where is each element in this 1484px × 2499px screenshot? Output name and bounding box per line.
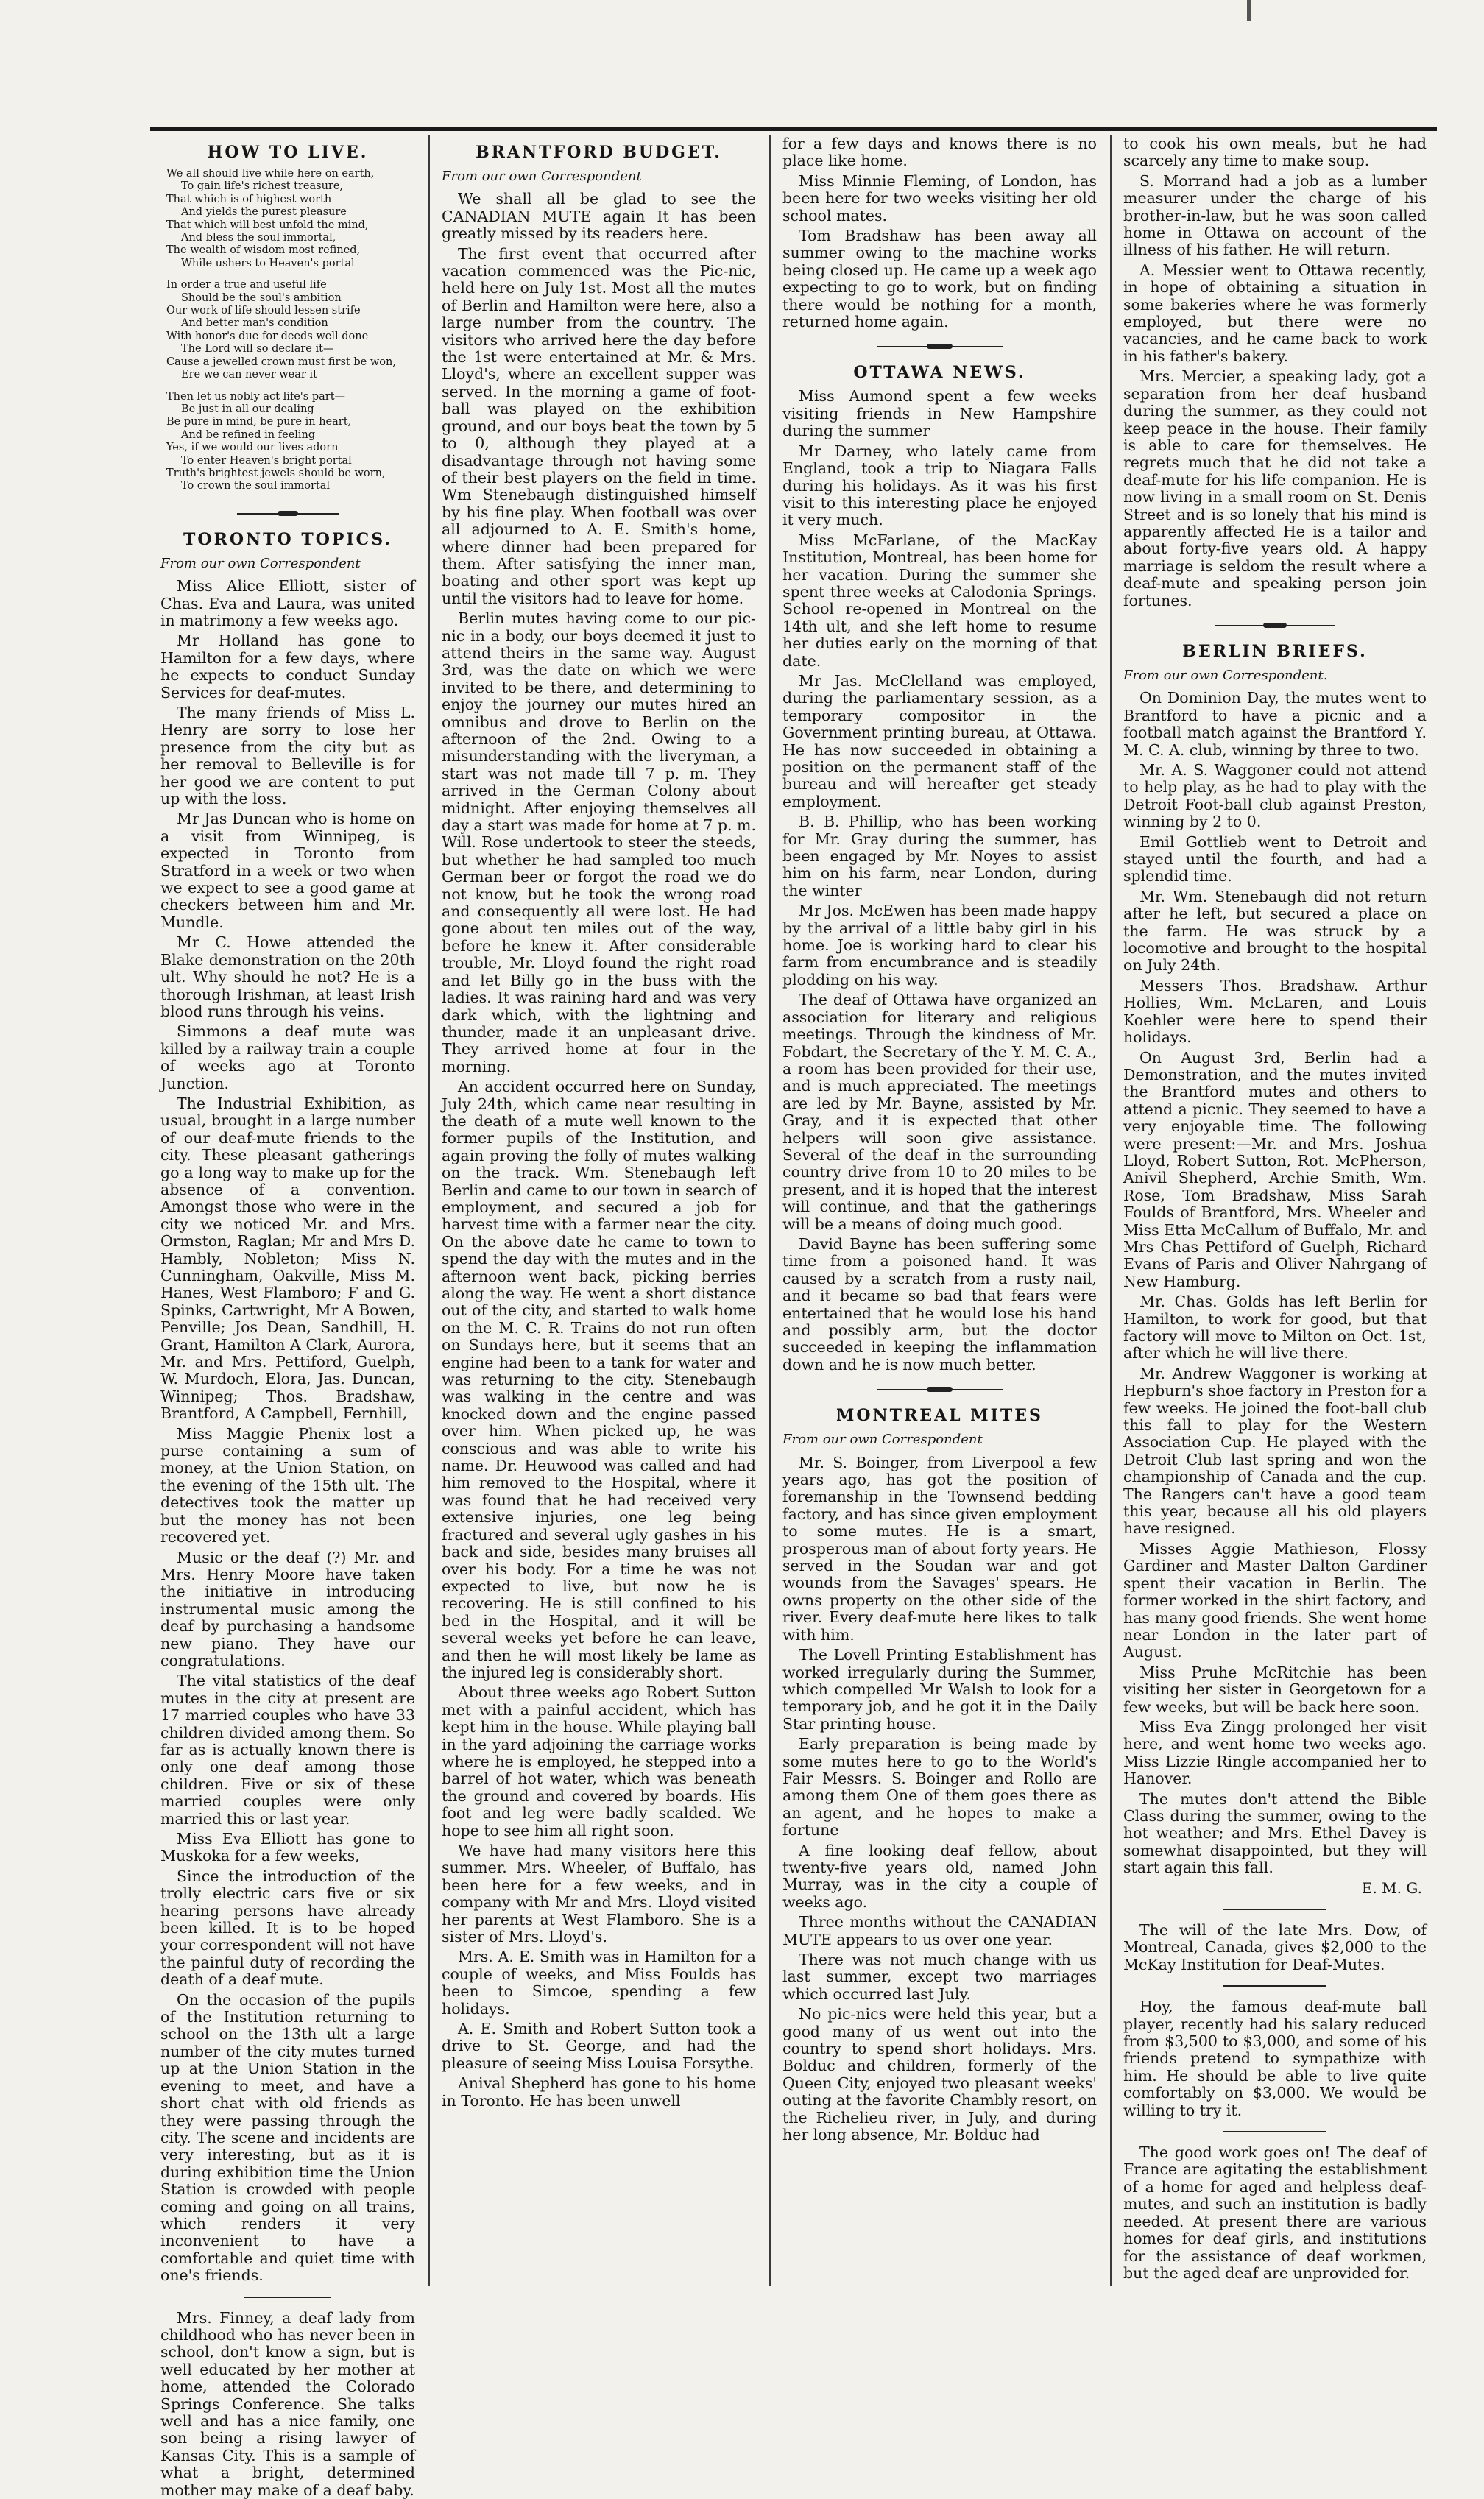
column-rule-3 <box>1110 135 1112 2286</box>
poem-stanza <box>160 279 415 381</box>
poem-line: We all should live while here on earth, <box>166 168 375 180</box>
berlin-title: BERLIN BRIEFS. <box>1182 641 1368 661</box>
berlin-paragraph: Mr. Wm. Stenebaugh did not return after he left, but secured a place on the farm. He was struck by a locomotive and brought to the hospital on July 24th. <box>1123 887 1427 975</box>
poem-line: And better man's condition <box>181 317 328 330</box>
berlin-paragraph: Mr. Chas. Golds has left Berlin for Hamilton, to work for good, but that factory will move to Milton on Oct. 1st, after which he will live there. <box>1123 1293 1427 1362</box>
toronto-paragraph: Music or the deaf (?) Mr. and Mrs. Henry Moore have taken the initiative in introducing instrumental music among the deaf by purchasing a handsome new piano. They have our congratulations. <box>160 1548 415 1669</box>
section-separator <box>160 506 415 521</box>
ottawa-paragraph: Miss Aumond spent a few weeks visiting friends in New Hampshire during the summer <box>782 387 1097 440</box>
poem-line: The Lord will so declare it— <box>181 343 334 356</box>
berlin-signature: E. M. G. <box>1361 1878 1422 1897</box>
poem-line: Should be the soul's ambition <box>181 291 342 304</box>
poem-line: To gain life's richest treasure, <box>181 180 344 193</box>
brantford-continued-paragraph: Miss Minnie Fleming, of London, has been here for two weeks visiting her old school mates. <box>782 172 1097 225</box>
poem-line: To enter Heaven's bright portal <box>181 454 352 467</box>
brantford-paragraph: The first event that occurred after vacation commenced was the Pic-nic, held here on July 1st. Most all the mutes of Berlin and Hamilton were here, also a large number from the country. The visitors who arrived here the day before the 1st were entertained at Mr. & Mrs. Lloyd's, where an excellent supper was served. In the morning a game of foot-ball was played on the exhibition ground, and our boys beat the town by 5 to 0, although they played at a disadvantage through not having some of their best players on the field in time. Wm Stenebaugh distinguished himself by his fine play. When football was over all adjourned to A. E. Smith's home, where dinner had been prepared for them. After satisfying the inner man, boating and other sport was kept up until the visitors had to leave for home. <box>442 244 756 607</box>
montreal-paragraph: No pic-nics were held this year, but a good many of us went out into the country to spend short holidays. Mrs. Bolduc and children, formerly of the Queen City, enjoyed two pleasant weeks' outing at the favorite Chambly resort, on the Richelieu river, in July, and during her long absence, Mr. Bolduc had <box>782 2005 1097 2144</box>
ottawa-paragraph: The deaf of Ottawa have organized an association for literary and religious meetings. Through the kindness of Mr. Fobdart, the Secretary of the Y. M. C. A., a room has been provided for their use, and is much appreciated. The meetings are led by Mr. Bayne, assisted by Mr. Gray, and it is expected that other helpers will soon give assistance. Several of the deaf in the surrounding country drive from 10 to 20 miles to be present, and it is hoped that the interest will continue, and that the gatherings will be a means of doing much good. <box>782 991 1097 1233</box>
news-item-paragraph: The good work goes on! The deaf of France are agitating the establishment of a home for aged and helpless deaf-mutes, and such an institution is badly needed. At present there are various homes for deaf girls, and institutions for the assistance of deaf workmen, but the aged deaf are unprovided for. <box>1123 2143 1427 2282</box>
toronto-byline: From our own Correspondent <box>160 555 361 571</box>
poem-line: Be just in all our dealing <box>181 403 314 415</box>
toronto-paragraph: Mr Jas Duncan who is home on a visit from Winnipeg, is expected in Toronto from Stratford in a week or two when we expect to see a good game at checkers between him and Mr. Mundle. <box>160 810 415 931</box>
montreal-paragraph: Early preparation is being made by some mutes here to go to the World's Fair Messrs. S. Boinger and Rollo are among them One of them goes there as an agent, and he hopes to make a fortune <box>782 1735 1097 1839</box>
column-4 <box>1113 135 1437 2286</box>
column-rule-1 <box>428 135 430 2286</box>
poem-line: Cause a jewelled crown must first be won, <box>166 356 396 368</box>
montreal-continued-paragraph: S. Morrand had a job as a lumber measurer under the charge of his brother-in-law, but he was soon called home in Ottawa on account of the illness of his father. He will return. <box>1123 172 1427 259</box>
poem-body <box>160 168 415 493</box>
brantford-paragraph: We shall all be glad to see the CANADIAN MUTE again It has been greatly missed by its readers here. <box>442 190 756 243</box>
toronto-paragraph: Since the introduction of the trolly electric cars five or six hearing persons have already been killed. It is to be hoped your correspondent will not have the painful duty of recording the death of a deaf mute. <box>160 1867 415 1989</box>
toronto-paragraph: Mr Holland has gone to Hamilton for a few days, where he expects to conduct Sunday Services for deaf-mutes. <box>160 632 415 701</box>
poem-line: Yes, if we would our lives adorn <box>166 442 339 454</box>
brantford-byline: From our own Correspondent <box>442 169 642 184</box>
berlin-paragraph: The mutes don't attend the Bible Class during the summer, owing to the hot weather; and Mrs. Ethel Davey is somewhat disappointed, but they will start again this fall. <box>1123 1789 1427 1877</box>
poem-line: And bless the soul immortal, <box>181 232 336 244</box>
montreal-continued-paragraph: A. Messier went to Ottawa recently, in hope of obtaining a situation in some bakeries where he was formerly employed, but there were no vacancies, and he came back to work in his father's bakery. <box>1123 261 1427 365</box>
section-separator <box>1223 1985 1326 1987</box>
poem-line: To crown the soul immortal <box>181 480 331 492</box>
brantford-continued-paragraph: for a few days and knows there is no place like home. <box>782 135 1097 170</box>
column-3 <box>772 135 1107 2286</box>
brantford-paragraph: Anival Shepherd has gone to his home in Toronto. He has been unwell <box>442 2074 756 2110</box>
montreal-paragraph: A fine looking deaf fellow, about twenty-five years old, named John Murray, was in the city a couple of weeks ago. <box>782 1841 1097 1911</box>
header-rule <box>150 127 1437 131</box>
poem-line: Be pure in mind, be pure in heart, <box>166 416 352 428</box>
montreal-paragraph: The Lovell Printing Establishment has worked irregularly during the Summer, which compelled Mr Walsh to look for a temporary job, and he got it in the Daily Star printing house. <box>782 1646 1097 1733</box>
ottawa-paragraph: Miss McFarlane, of the MacKay Institution, Montreal, has been home for her vacation. During the summer she spent three weeks at Calodonia Springs. School re-opened in Montreal on the 14th ult, and she left home to resume her duties early on the morning of that date. <box>782 531 1097 670</box>
poem-line: Our work of life should lessen strife <box>166 305 361 317</box>
montreal-title: MONTREAL MITES <box>836 1406 1043 1426</box>
toronto-closing-paragraph: Mrs. Finney, a deaf lady from childhood who has never been in school, don't know a sign, but is well educated by her mother at home, attended the Colorado Springs Conference. She talks well and has a nice family, one son being a rising lawyer of Kansas City. This is a sample of what a bright, determined mother may make of a deaf baby. <box>160 2308 415 2499</box>
page-top-mark <box>1247 0 1251 21</box>
ottawa-paragraph: Mr Jos. McEwen has been made happy by the arrival of a little baby girl in his home. Joe is working hard to clear his farm from encumbrance and is steadily plodding on his way. <box>782 902 1097 989</box>
section-separator <box>1223 1909 1326 1910</box>
poem-line: In order a true and useful life <box>166 279 327 291</box>
poem-line: That which is of highest worth <box>166 193 332 205</box>
berlin-byline: From our own Correspondent. <box>1123 667 1328 683</box>
brantford-paragraph: Mrs. A. E. Smith was in Hamilton for a couple of weeks, and Miss Foulds has been to Simcoe, spending a few holidays. <box>442 1948 756 2018</box>
toronto-paragraph: Mr C. Howe attended the Blake demonstration on the 20th ult. Why should he not? He is a thorough Irishman, at least Irish blood runs through his veins. <box>160 933 415 1020</box>
toronto-paragraph: The vital statistics of the deaf mutes in the city at present are 17 married couples who have 33 children divided among them. So far as is actually known there is only one deaf among those children. Five or six of these married couples were only married this or last year. <box>160 1672 415 1828</box>
poem-title: HOW TO LIVE. <box>207 143 369 162</box>
poem-stanza <box>160 168 415 270</box>
poem-line: Truth's brightest jewels should be worn, <box>166 467 386 479</box>
poem-line: And be refined in feeling <box>181 428 316 441</box>
ottawa-title: OTTAWA NEWS. <box>853 363 1026 383</box>
toronto-title: TORONTO TOPICS. <box>183 529 392 549</box>
section-separator <box>782 1382 1097 1397</box>
berlin-paragraph: Misses Aggie Mathieson, Flossy Gardiner and Master Dalton Gardiner spent their vacation in Berlin. The former worked in the shirt factory, and has many good friends. She went home near London in the later part of August. <box>1123 1539 1427 1661</box>
montreal-byline: From our own Correspondent <box>782 1432 983 1448</box>
column-1 <box>150 135 425 2499</box>
brantford-continued-paragraph: Tom Bradshaw has been away all summer owing to the machine works being closed up. He came up a week ago expecting to go to work, but on finding there would be nothing for a month, returned home again. <box>782 227 1097 331</box>
toronto-paragraph: On the occasion of the pupils of the Institution returning to school on the 13th ult a large number of the city mutes turned up at the Union Station in the evening to meet, and have a short chat with old friends as they were passing through the city. The scene and incidents are very interesting, but as it is during exhibition time the Union Station is crowded with people coming and going on all trains, which renders it very inconvenient to have a comfortable and quiet time with one's friends. <box>160 1990 415 2285</box>
poem-stanza <box>160 391 415 493</box>
poem-line: While ushers to Heaven's portal <box>181 257 355 269</box>
toronto-paragraph: The Industrial Exhibition, as usual, brought in a large number of our deaf-mute friends to the city. These pleasant gatherings go a long way to make up for the absence of a convention. Amongst those who were in the city we noticed Mr. and Mrs. Ormston, Raglan; Mr and Mrs D. Hambly, Nobleton; Miss N. Cunningham, Oakville, Miss M. Hanes, West Flamboro; F and G. Spinks, Cartwright, Mr A Bowen, Penville; Jos Dean, Sandhill, H. Grant, Hamilton A Clark, Aurora, Mr. and Mrs. Pettiford, Guelph, W. Murdoch, Elora, Jas. Duncan, Winnipeg; Thos. Bradshaw, Brantford, A Campbell, Fernhill, <box>160 1094 415 1423</box>
berlin-paragraph: Mr. A. S. Waggoner could not attend to help play, as he had to play with the Detroit Foot-ball club against Preston, winning by 2 to 0. <box>1123 761 1427 831</box>
poem-line: And yields the purest pleasure <box>181 206 347 219</box>
poem-line: The wealth of wisdom most refined, <box>166 244 361 257</box>
ottawa-paragraph: B. B. Phillip, who has been working for Mr. Gray during the summer, has been engaged by Mr. Noyes to assist him on his farm, near London, during the winter <box>782 813 1097 899</box>
poem-line: That which will best unfold the mind, <box>166 219 369 231</box>
montreal-continued-paragraph: to cook his own meals, but he had scarcely any time to make soup. <box>1123 135 1427 170</box>
brantford-paragraph: A. E. Smith and Robert Sutton took a drive to St. George, and had the pleasure of seeing Miss Louisa Forsythe. <box>442 2020 756 2072</box>
toronto-paragraph: Miss Eva Elliott has gone to Muskoka for a few weeks, <box>160 1830 415 1865</box>
column-2 <box>431 135 766 2286</box>
ottawa-paragraph: David Bayne has been suffering some time from a poisoned hand. It was caused by a scratch from a rusty nail, and it became so bad that fears were entertained that he would lose his hand and possibly arm, but the doctor succeeded in keeping the inflammation down and he is now much better. <box>782 1234 1097 1374</box>
brantford-title: BRANTFORD BUDGET. <box>476 143 722 162</box>
brantford-paragraph: Berlin mutes having come to our pic-nic in a body, our boys deemed it just to attend theirs in the same way. August 3rd, was the date on which we were invited to be there, and determining to enjoy the journey our mutes hired an omnibus and drove to Berlin on the afternoon of the 2nd. Owing to a misunderstanding with the liveryman, a start was not made till 7 p. m. They arrived in the German Colony about midnight. After enjoying themselves all day a start was made for home at 7 p. m. Will. Rose undertook to steer the steeds, but whether he had sampled too much German beer or forgot the road we do not know, but he took the wrong road and consequently all were lost. He had gone about ten miles out of the way, before he knew it. After considerable trouble, Mr. Lloyd found the right road and let Billy go in the buss with the ladies. It was raining hard and was very dark which, with the lightning and thunder, made it an unpleasant drive. They arrived home at four in the morning. <box>442 609 756 1075</box>
poem-line: Ere we can never wear it <box>181 369 317 381</box>
berlin-paragraph: On August 3rd, Berlin had a Demonstration, and the mutes invited the Brantford mutes and others to attend a picnic. They seemed to have a very enjoyable time. The following were present:—Mr. and Mrs. Joshua Lloyd, Robert Sutton, Rot. McPherson, Anivil Shepherd, Archie Smith, Wm. Rose, Tom Bradshaw, Miss Sarah Foulds of Brantford, Mrs. Wheeler and Miss Etta McCallum of Buffalo, Mr. and Mrs Chas Pettiford of Guelph, Richard Evans of Paris and Oliver Nahrgang of New Hamburg. <box>1123 1048 1427 1290</box>
montreal-paragraph: There was not much change with us last summer, except two marriages which occurred last July. <box>782 1951 1097 2003</box>
berlin-paragraph: On Dominion Day, the mutes went to Brantford to have a picnic and a football match against the Brantford Y. M. C. A. club, winning by three to two. <box>1123 689 1427 759</box>
brantford-paragraph: We have had many visitors here this summer. Mrs. Wheeler, of Buffalo, has been here for a few weeks, and in company with Mr and Mrs. Lloyd visited her parents at West Flamboro. She is a sister of Mrs. Lloyd's. <box>442 1842 756 1946</box>
toronto-paragraph: Miss Alice Elliott, sister of Chas. Eva and Laura, was united in matrimony a few weeks ago. <box>160 577 415 629</box>
berlin-paragraph: Miss Eva Zingg prolonged her visit here, and went home two weeks ago. Miss Lizzie Ringle accompanied her to Hanover. <box>1123 1717 1427 1788</box>
toronto-paragraph: Simmons a deaf mute was killed by a railway train a couple of weeks ago at Toronto Junction. <box>160 1022 415 1092</box>
poem-line: With honor's due for deeds well done <box>166 330 369 342</box>
column-rule-2 <box>769 135 771 2286</box>
brantford-paragraph: About three weeks ago Robert Sutton met with a painful accident, which has kept him in the house. While playing ball in the yard adjoining the carriage works where he is employed, he stepped into a barrel of hot water, which was beneath the ground and covered by boards. His foot and leg were badly scalded. We hope to see him all right soon. <box>442 1683 756 1839</box>
toronto-paragraph: Miss Maggie Phenix lost a purse containing a sum of money, at the Union Station, on the evening of the 15th ult. The detectives took the matter up but the money has not been recovered yet. <box>160 1424 415 1547</box>
section-separator <box>1223 2131 1326 2132</box>
section-separator <box>244 2297 331 2298</box>
ottawa-paragraph: Mr Darney, who lately came from England, took a trip to Niagara Falls during his holidays. As it was his first visit to this interesting place he enjoyed it very much. <box>782 442 1097 529</box>
poem-line: Then let us nobly act life's part— <box>166 390 346 403</box>
section-separator <box>1123 618 1427 633</box>
news-item-paragraph: Hoy, the famous deaf-mute ball player, recently had his salary reduced from $3,500 to $3,000, and some of his friends pretend to sympathize with him. He should be able to live quite comfortably on $3,000. We would be willing to try it. <box>1123 1998 1427 2119</box>
montreal-paragraph: Three months without the CANADIAN MUTE appears to us over one year. <box>782 1913 1097 1948</box>
montreal-continued-paragraph: Mrs. Mercier, a speaking lady, got a separation from her deaf husband during the summer, as they could not keep peace in the house. Their family is able to care for themselves. He regrets much that he did not take a deaf-mute for his life companion. He is now living in a small room on St. Denis Street and is so lonely that his mind is apparently affected He is a tailor and about forty-five years old. A happy marriage is seldom the result where a deaf-mute and speaking person join fortunes. <box>1123 367 1427 609</box>
montreal-paragraph: Mr. S. Boinger, from Liverpool a few years ago, has got the position of foremanship in the Townsend bedding factory, and has since given employment to some mutes. He is a smart, prosperous man of about forty years. He served in the Soudan war and got wounds from the Savages' spears. He owns property on the other side of the river. Every deaf-mute here likes to talk with him. <box>782 1453 1097 1644</box>
toronto-paragraph: The many friends of Miss L. Henry are sorry to lose her presence from the city but as her removal to Belleville is for her good we are content to put up with the loss. <box>160 704 415 808</box>
news-item-paragraph: The will of the late Mrs. Dow, of Montreal, Canada, gives $2,000 to the McKay Institution for Deaf-Mutes. <box>1123 1921 1427 1973</box>
berlin-paragraph: Messers Thos. Bradshaw. Arthur Hollies, Wm. McLaren, and Louis Koehler were here to spend their holidays. <box>1123 976 1427 1047</box>
brantford-paragraph: An accident occurred here on Sunday, July 24th, which came near resulting in the death of a mute well known to the former pupils of the Institution, and again proving the folly of mutes walking on the track. Wm. Stenebaugh left Berlin and came to our town in search of employment, and secured a job for harvest time with a farmer near the city. On the above date he came to town to spend the day with the mutes and in the afternoon went back, picking berries along the way. He went a short distance out of the city, and started to walk home on the M. C. R. Trains do not run often on Sundays here, but it seems that an engine had been to a tank for water and was returning to the city. Stenebaugh was walking in the centre and was knocked down and the engine passed over him. When picked up, he was conscious and was able to write his name. Dr. Heuwood was called and had him removed to the Hospital, where it was found that he had received very extensive injuries, one leg being fractured and several ugly gashes in his back and side, besides many bruises all over his body. For a time he was not expected to live, but now he is recovering. He is still confined to his bed in the Hospital, and it will be several weeks yet before he can leave, and then he will most likely be lame as the injured leg is considerably short. <box>442 1078 756 1681</box>
berlin-paragraph: Miss Pruhe McRitchie has been visiting her sister in Georgetown for a few weeks, but will be back here soon. <box>1123 1663 1427 1716</box>
section-separator <box>782 339 1097 354</box>
ottawa-paragraph: Mr Jas. McClelland was employed, during the parliamentary session, as a temporary compositor in the Government printing bureau, at Ottawa. He has now succeeded in obtaining a position on the permanent staff of the bureau and will hereafter get steady employment. <box>782 671 1097 810</box>
berlin-paragraph: Emil Gottlieb went to Detroit and stayed until the fourth, and had a splendid time. <box>1123 833 1427 886</box>
berlin-paragraph: Mr. Andrew Waggoner is working at Hepburn's shoe factory in Preston for a few weeks. He joined the foot-ball club this fall to play for the Western Association Cup. He played with the Detroit Club last spring and won the championship of Canada and the cup. The Rangers can't have a good team this year, because all his old players have resigned. <box>1123 1364 1427 1538</box>
